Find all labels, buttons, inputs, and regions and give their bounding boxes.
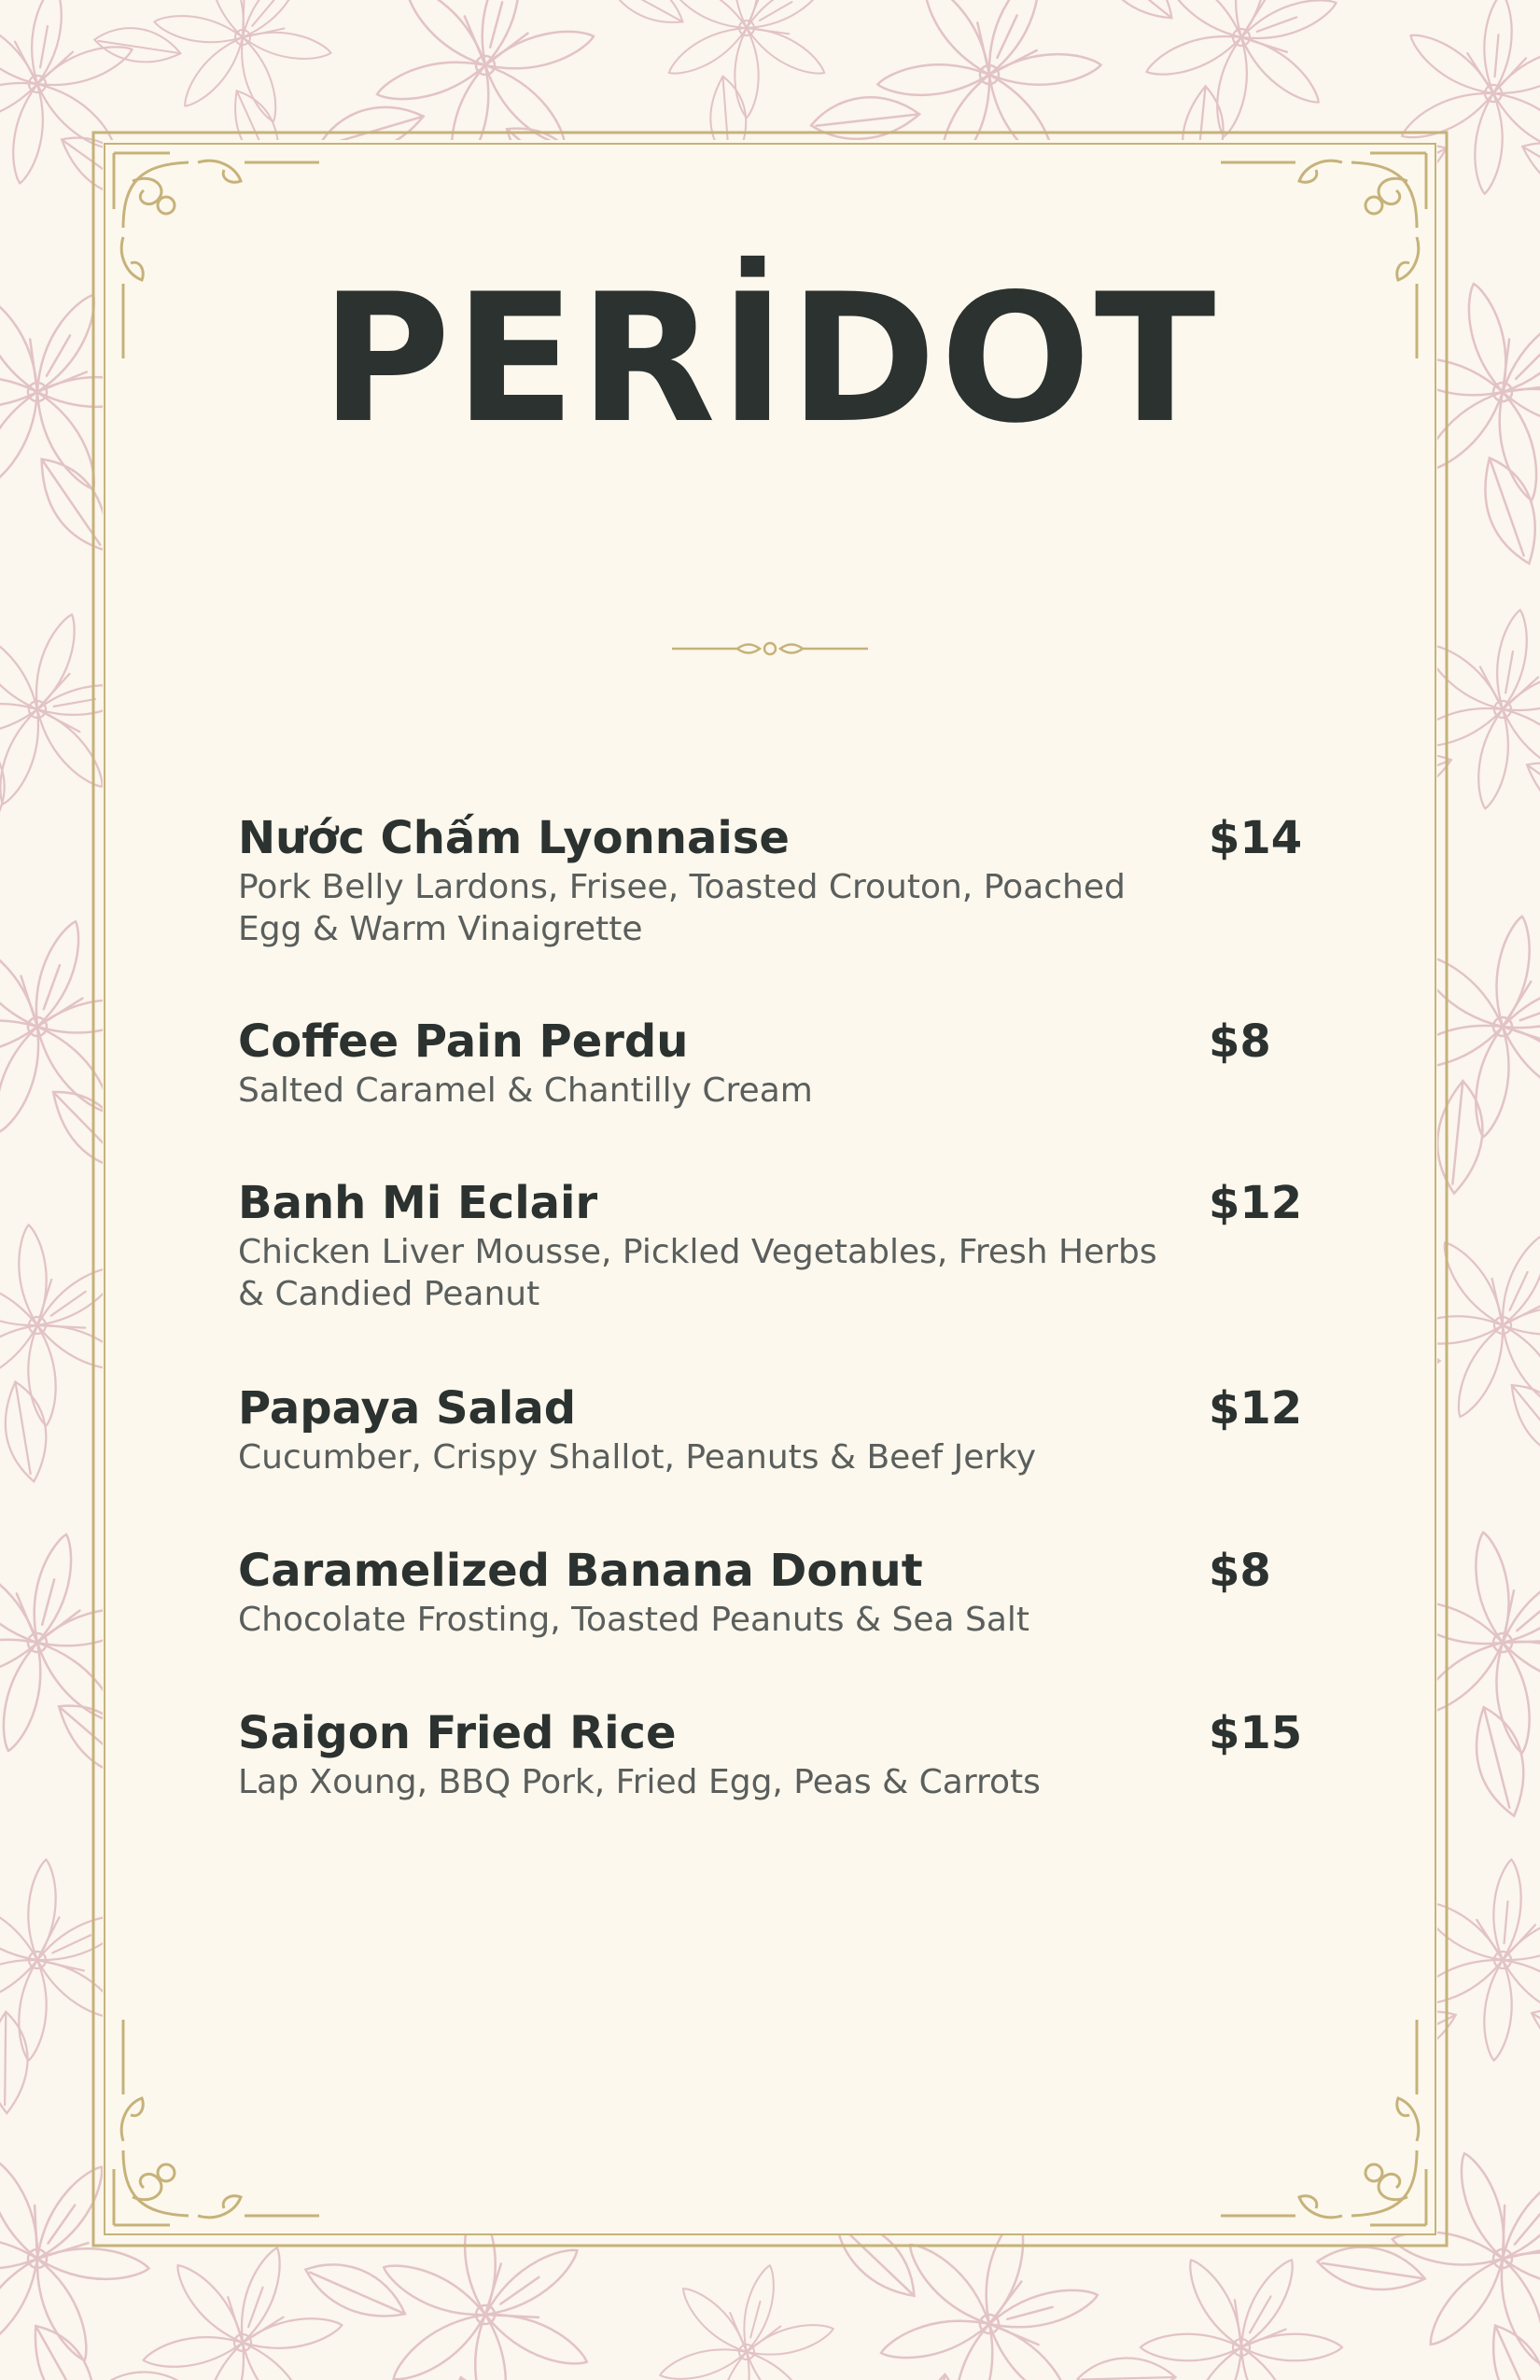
menu-item-name: Banh Mi Eclair (238, 1177, 598, 1229)
restaurant-logo: PERİDOT (320, 256, 1220, 462)
menu-item-price: $12 (1209, 1177, 1303, 1229)
menu-item (238, 1543, 1293, 1705)
menu-item (238, 1175, 1303, 1380)
menu-item-name: Papaya Salad (238, 1382, 577, 1435)
menu-item-description: Cucumber, Crispy Shallot, Peanuts & Beef Jerky (238, 1438, 1037, 1477)
menu-item (238, 1014, 1293, 1175)
menu-item-description: Chocolate Frosting, Toasted Peanuts & Sea Salt (238, 1601, 1030, 1639)
menu-item-name: Saigon Fried Rice (238, 1707, 677, 1759)
menu-item-price: $15 (1209, 1707, 1303, 1759)
menu-item-price: $14 (1209, 812, 1303, 864)
menu-item-description: Salted Caramel & Chantilly Cream (238, 1071, 813, 1110)
menu-item-description: Pork Belly Lardons, Frisee, Toasted Crouton, Poached Egg & Warm Vinaigrette (238, 868, 1126, 948)
menu-item-name: Coffee Pain Perdu (238, 1015, 689, 1068)
menu-item (238, 1380, 1303, 1543)
ornamental-divider-icon (670, 635, 870, 663)
menu-item-price: $8 (1209, 1545, 1271, 1597)
menu-item-price: $12 (1209, 1382, 1303, 1435)
menu-item-name: Caramelized Banana Donut (238, 1545, 923, 1597)
menu-item-description: Chicken Liver Mousse, Pickled Vegetables, Fresh Herbs & Candied Peanut (238, 1233, 1157, 1313)
menu-item (238, 810, 1303, 1014)
menu-list (238, 810, 1303, 1817)
menu-item-name: Nước Chấm Lyonnaise (238, 812, 790, 864)
menu-item-description: Lap Xoung, BBQ Pork, Fried Egg, Peas & Carrots (238, 1763, 1041, 1801)
menu-item-price: $8 (1209, 1015, 1271, 1068)
menu-item (238, 1705, 1303, 1817)
